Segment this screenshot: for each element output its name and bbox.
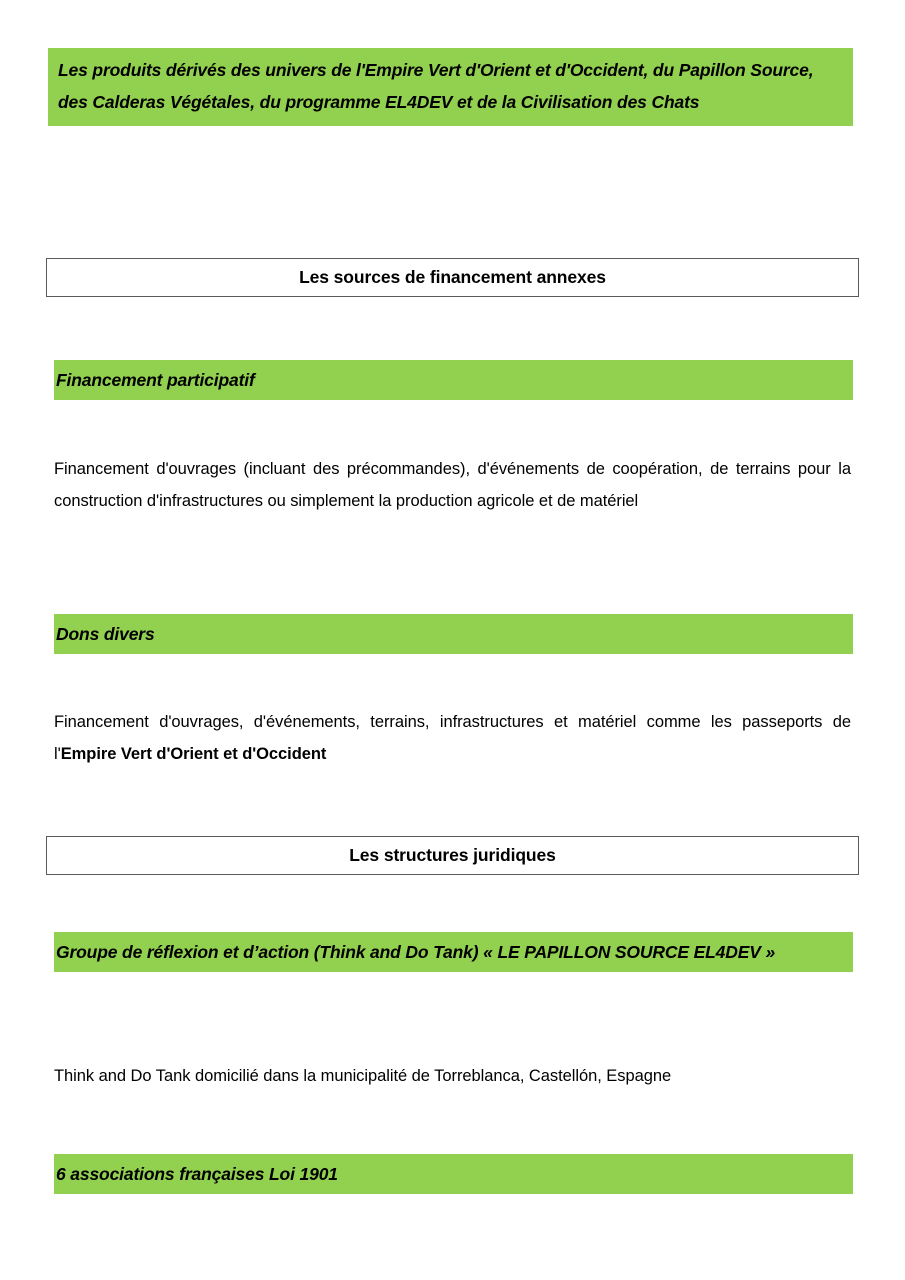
paragraph-dons-divers [54, 706, 851, 770]
subsection-band-associations-loi-1901: 6 associations françaises Loi 1901 [54, 1154, 853, 1194]
subsection-band-think-and-do-tank: Groupe de réflexion et d’action (Think and Do Tank) « LE PAPILLON SOURCE EL4DEV » [54, 932, 853, 972]
document-title-band: Les produits dérivés des univers de l'Empire Vert d'Orient et d'Occident, du Papillon Source, des Calderas Végétales, du programme EL4DEV et de la Civilisation des Chats [48, 48, 853, 126]
subsection-band-dons-divers: Dons divers [54, 614, 853, 654]
paragraph-think-and-do-tank: Think and Do Tank domicilié dans la municipalité de Torreblanca, Castellón, Espagne [54, 1067, 672, 1085]
paragraph-financement-participatif: Financement d'ouvrages (incluant des précommandes), d'événements de coopération, de terrains pour la construction d'infrastructures ou simplement la production agricole et de matériel [54, 460, 851, 510]
paragraph-dons-divers-lead: Financement d'ouvrages, d'événements, terrains, infrastructures et matériel comme les passeports de l' [54, 713, 851, 763]
section-header-financement: Les sources de financement annexes [46, 258, 859, 297]
section-header-structures-juridiques: Les structures juridiques [46, 836, 859, 875]
subsection-band-financement-participatif: Financement participatif [54, 360, 853, 400]
paragraph-dons-divers-emphasis: Empire Vert d'Orient et d'Occident [60, 745, 327, 763]
